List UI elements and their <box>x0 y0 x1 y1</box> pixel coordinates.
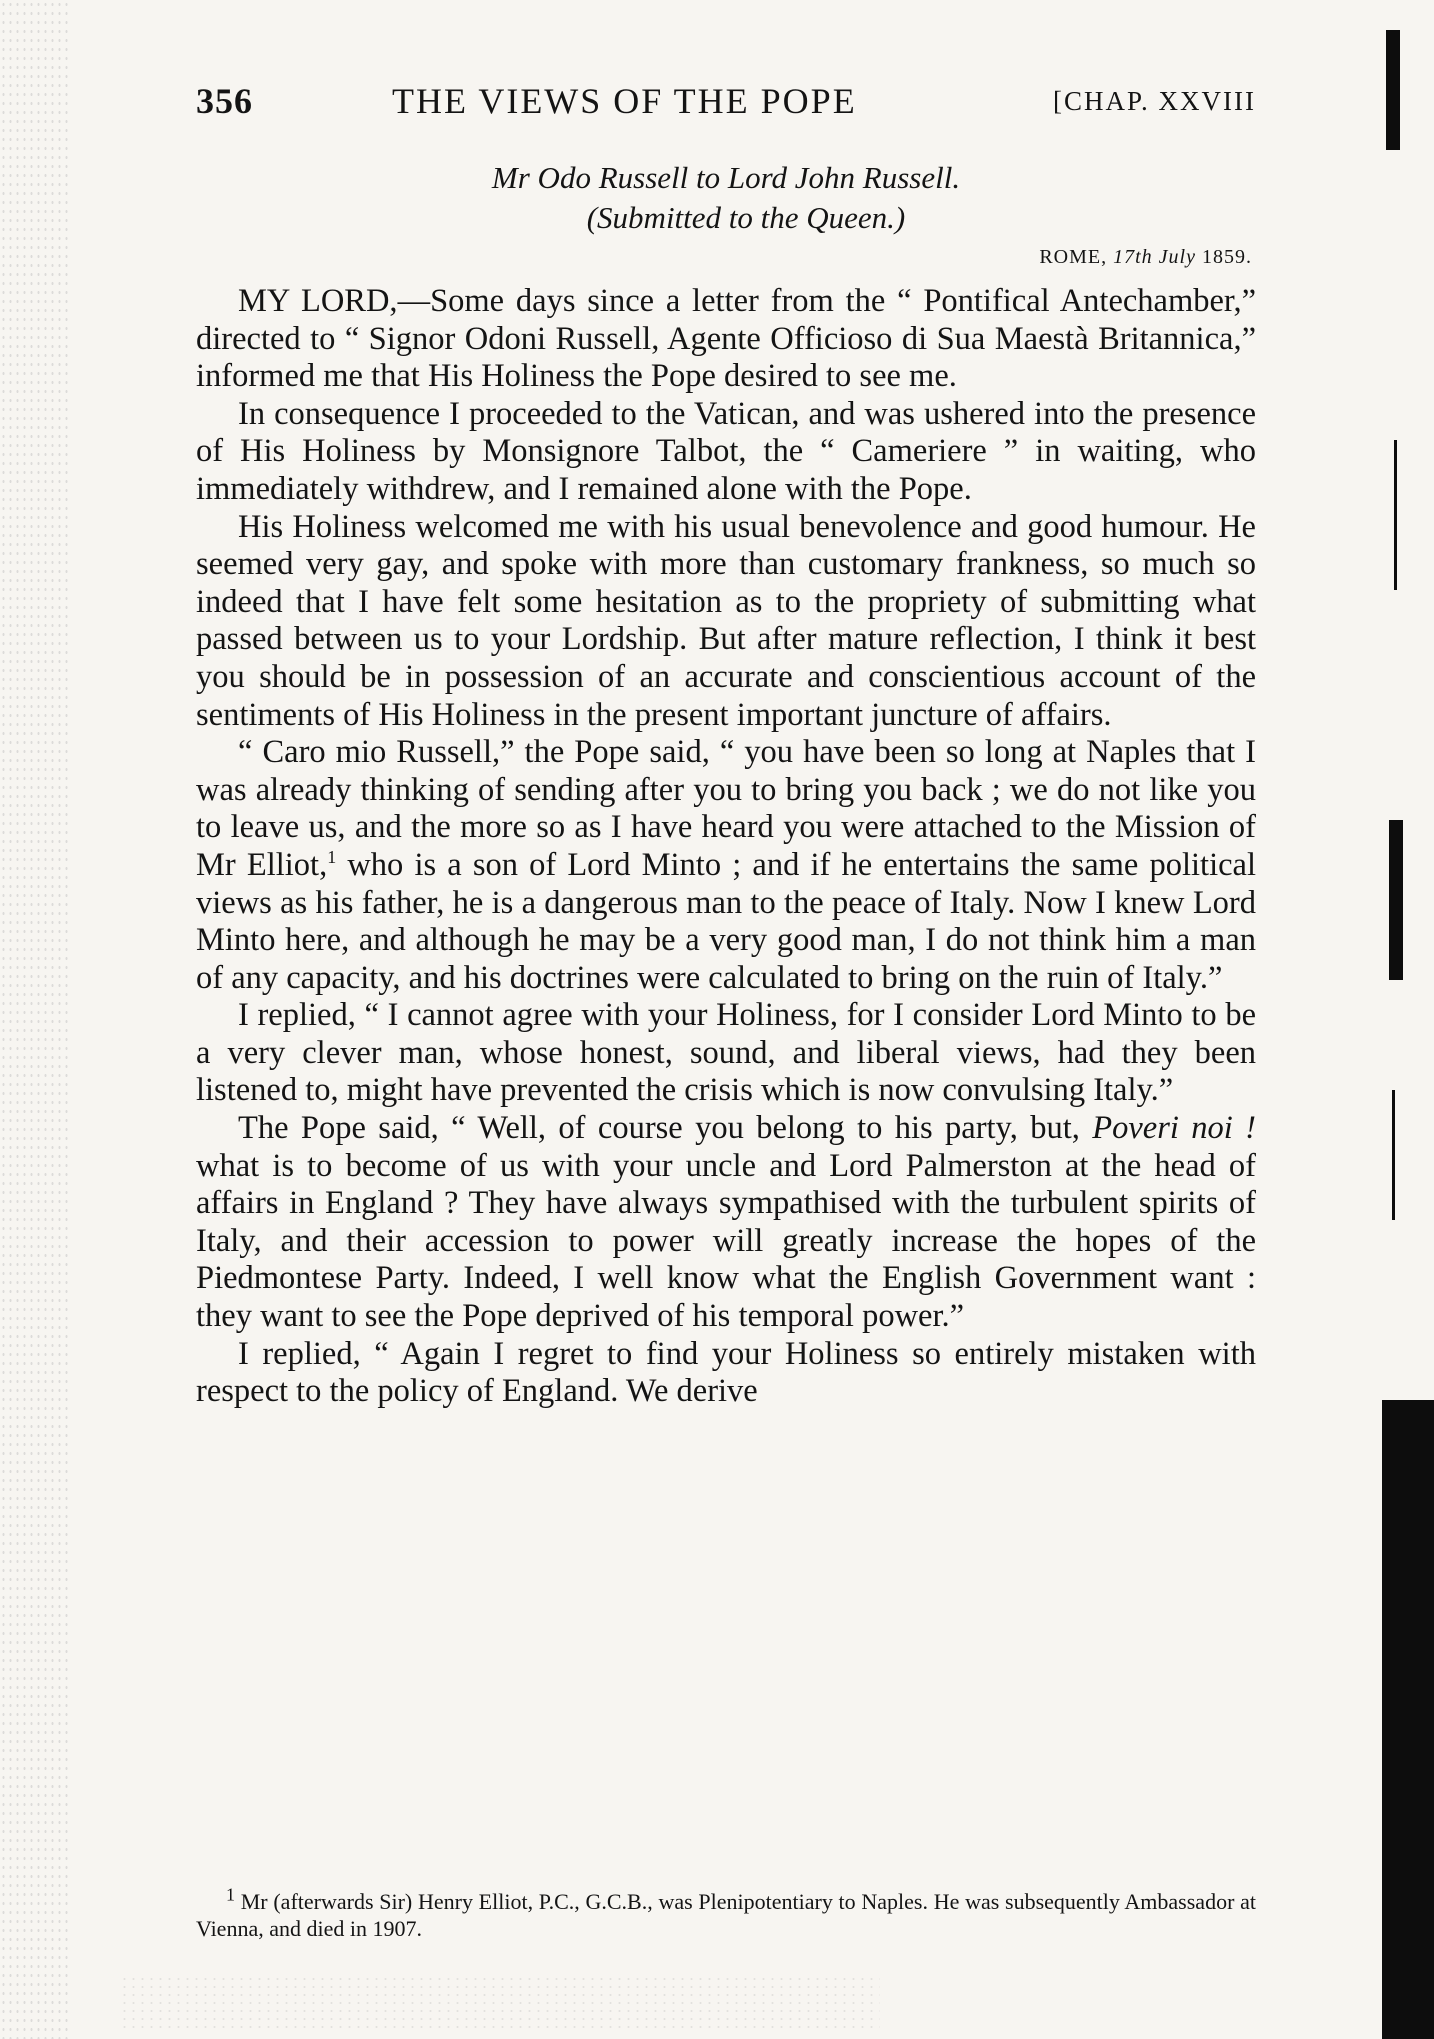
letter-heading <box>196 158 1256 238</box>
paragraph-6-text-a: The Pope said, “ Well, of course you belong to his party, but, <box>238 1110 1093 1147</box>
footnote-ref: 1 <box>327 847 337 868</box>
page-number: 356 <box>196 81 253 121</box>
footnote-marker: 1 <box>226 1884 235 1905</box>
scan-right-edge <box>1364 0 1434 2039</box>
paragraph-4 <box>196 734 1256 997</box>
letter-body <box>196 283 1256 1411</box>
dateline-year: 1859. <box>1202 246 1252 268</box>
paragraph-5: I replied, “ I cannot agree with your Holiness, for I consider Lord Minto to be a very clever man, whose honest, sound, and liberal views, had they been listened to, might have prevented the crisis which is now convulsing Italy.” <box>196 997 1256 1109</box>
scan-bottom-noise <box>120 1975 880 2030</box>
paragraph-7: I replied, “ Again I regret to find your Holiness so entirely mistaken with respect to the policy of England. We derive <box>196 1335 1256 1410</box>
paragraph-3: His Holiness welcomed me with his usual benevolence and good humour. He seemed very gay, and spoke with more than customary frankness, so much so indeed that I have felt some hesitation as to the propriety of submitting what passed between us to your Lordship. But after mature reflection, I think it best you should be in possession of an accurate and conscientious account of the sentiments of His Holiness in the present important juncture of affairs. <box>196 508 1256 733</box>
salutation: MY LORD, <box>238 283 398 319</box>
footnote <box>196 1884 1257 1942</box>
scan-edge-noise <box>0 0 70 2039</box>
running-head: THE VIEWS OF THE POPE <box>392 81 857 121</box>
dateline <box>196 246 1252 269</box>
paragraph-2: In consequence I proceeded to the Vatican, and was ushered into the presence of His Holiness by Monsignore Talbot, the “ Cameriere ” in waiting, who immediately withdrew, and I remained alone with the Pope. <box>196 395 1256 507</box>
footnote-text: Mr (afterwards Sir) Henry Elliot, P.C., G.C.B., was Plenipotentiary to Naples. He was subsequently Ambassador at Vienna, and died in 1907. <box>196 1889 1257 1941</box>
heading-line-1: Mr Odo Russell to Lord John Russell. <box>491 160 961 195</box>
paragraph-4-text-b: who is a son of Lord Minto ; and if he entertains the same political views as his father, he is a dangerous man to the peace of Italy. Now I knew Lord Minto here, and although he may be a very good man, I do not think him a man of any capacity, and his doctrines were calculated to bring on the ruin of Italy.” <box>196 846 1256 996</box>
paragraph-6-italic: Poveri noi ! <box>1092 1110 1256 1147</box>
paragraph-1-text: —Some days since a letter from the “ Pontifical Antechamber,” directed to “ Signor Odoni Russell, Agente Officioso di Sua Maestà Britannica,” informed me that His Holiness the Pope desired to see me. <box>196 283 1256 395</box>
dateline-place: ROME, <box>1039 246 1108 268</box>
dateline-date: 17th July <box>1113 246 1196 268</box>
paragraph-6 <box>196 1110 1256 1336</box>
paragraph-4-text-a: “ Caro mio Russell,” the Pope said, “ you have been so long at Naples that I was already thinking of sending after you to bring you back ; we do not like you to leave us, and the more so as I have heard you were attached to the Mission of Mr Elliot, <box>196 734 1256 883</box>
chapter-label: [CHAP. XXVIII <box>1053 86 1256 116</box>
paragraph-6-text-b: what is to become of us with your uncle and Lord Palmerston at the head of affairs in England ? They have always sympathised with the turbulent spirits of Italy, and their accession to power will greatly increase the hopes of the Piedmontese Party. Indeed, I well know what the English Government want : they want to see the Pope deprived of his temporal power.” <box>196 1147 1256 1335</box>
heading-line-2: (Submitted to the Queen.) <box>586 200 906 235</box>
paragraph-1 <box>196 283 1256 396</box>
